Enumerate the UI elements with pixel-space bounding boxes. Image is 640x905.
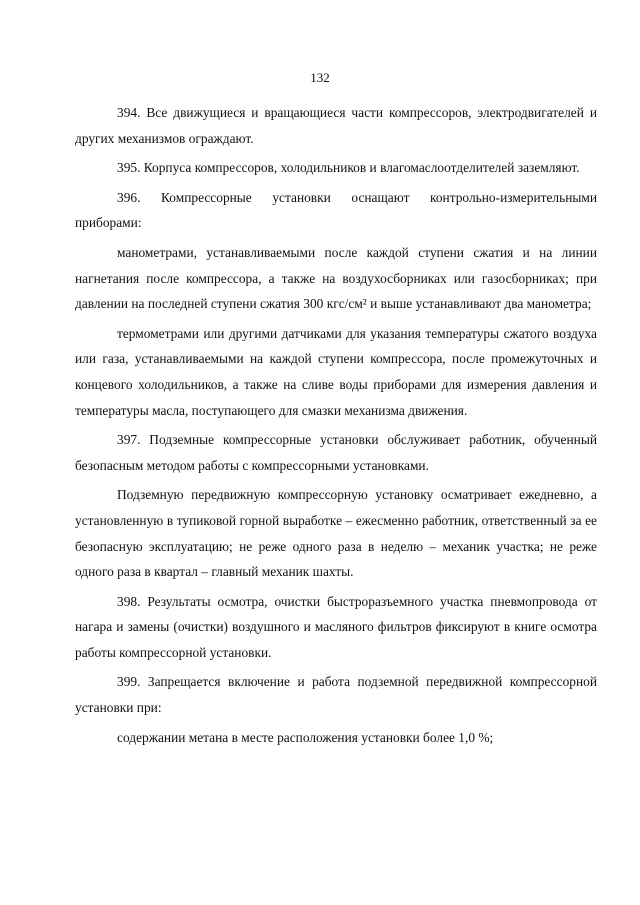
paragraph-397: 397. Подземные компрессорные установки обслуживает работник, обученный безопасным методом работы с компрессорными установками. <box>75 432 597 473</box>
paragraph-inspection: Подземную передвижную компрессорную установку осматривает ежедневно, а установленную в тупиковой горной выработке – ежесменно работник, ответственный за ее безопасную эксплуатацию; не реже одного раза в неделю – механик участка; не реже одного раза в квартал – главный механик шахты. <box>75 487 597 580</box>
paragraph-398: 398. Результаты осмотра, очистки быстроразъемного участка пневмопровода от нагара и замены (очистки) воздушного и масляного фильтров фиксируют в книге осмотра работы компрессорной установки. <box>75 593 597 660</box>
document-body <box>75 100 597 754</box>
paragraph-thermometers: термометрами или другими датчиками для указания температуры сжатого воздуха или газа, устанавливаемыми на каждой ступени компрессора, после промежуточных и концевого холодильников, а также на сливе воды приборами для измерения давления и температуры масла, поступающего для смазки механизма движения. <box>75 325 597 418</box>
paragraph-manometers: манометрами, устанавливаемыми после каждой ступени сжатия и на линии нагнетания после компрессора, а также на воздухосборниках или газосборниках; при давлении на последней ступени сжатия 300 кгс/см² и выше устанавливают два манометра; <box>75 244 597 312</box>
page-number: 132 <box>310 70 330 85</box>
paragraph-399: 399. Запрещается включение и работа подземной передвижной компрессорной установки при: <box>75 674 597 716</box>
paragraph-395: 395. Корпуса компрессоров, холодильников и влагомаслоотделителей заземляют. <box>117 160 580 176</box>
paragraph-394: 394. Все движущиеся и вращающиеся части компрессоров, электродвигателей и других механизмов ограждают. <box>75 105 597 146</box>
paragraph-396: 396. Компрессорные установки оснащают контрольно-измерительными приборами: <box>75 189 597 231</box>
paragraph-methane: содержании метана в месте расположения установки более 1,0 %; <box>117 729 494 745</box>
